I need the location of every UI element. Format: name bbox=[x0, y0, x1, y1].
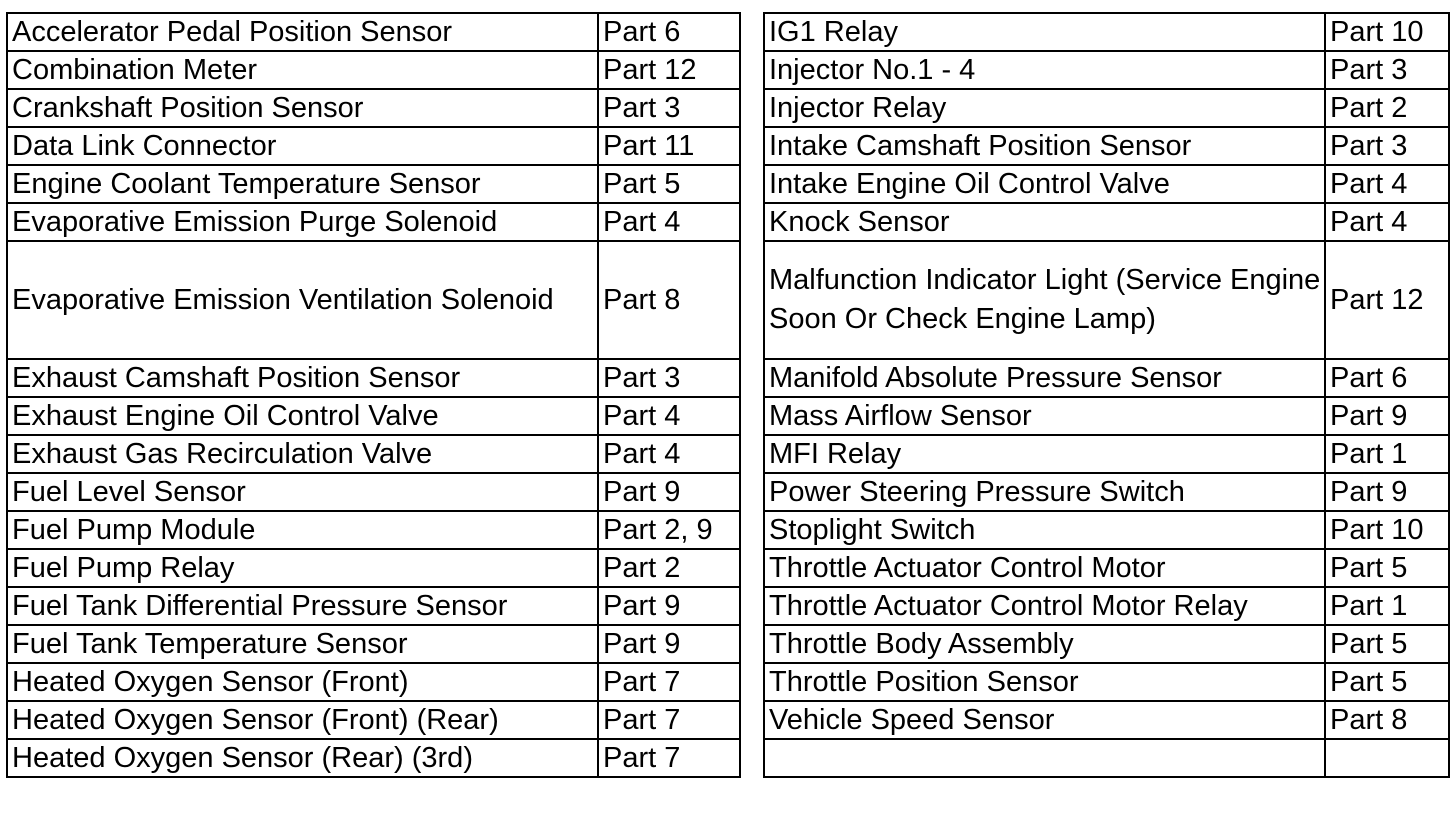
component-name-cell: Throttle Body Assembly bbox=[764, 625, 1325, 663]
component-index-table bbox=[6, 12, 1450, 778]
component-name-cell: Throttle Actuator Control Motor Relay bbox=[764, 587, 1325, 625]
column-gap bbox=[740, 13, 764, 51]
table-row bbox=[7, 165, 1449, 203]
component-name-cell: Heated Oxygen Sensor (Front) bbox=[7, 663, 598, 701]
component-name-cell: Injector No.1 - 4 bbox=[764, 51, 1325, 89]
part-reference-cell: Part 6 bbox=[1325, 359, 1449, 397]
part-reference-cell: Part 4 bbox=[598, 397, 740, 435]
component-name-cell: Evaporative Emission Purge Solenoid bbox=[7, 203, 598, 241]
column-gap bbox=[740, 473, 764, 511]
column-gap bbox=[740, 359, 764, 397]
component-name-cell: Fuel Pump Relay bbox=[7, 549, 598, 587]
column-gap bbox=[740, 241, 764, 359]
part-reference-cell: Part 7 bbox=[598, 701, 740, 739]
component-name-cell: Injector Relay bbox=[764, 89, 1325, 127]
column-gap bbox=[740, 203, 764, 241]
column-gap bbox=[740, 625, 764, 663]
column-gap bbox=[740, 739, 764, 777]
part-reference-cell: Part 8 bbox=[1325, 701, 1449, 739]
table-row bbox=[7, 549, 1449, 587]
table-row bbox=[7, 397, 1449, 435]
component-name-cell: Knock Sensor bbox=[764, 203, 1325, 241]
component-name-cell: Exhaust Engine Oil Control Valve bbox=[7, 397, 598, 435]
part-reference-cell: Part 9 bbox=[598, 473, 740, 511]
part-reference-cell: Part 6 bbox=[598, 13, 740, 51]
part-reference-cell: Part 3 bbox=[1325, 51, 1449, 89]
component-name-cell bbox=[764, 739, 1325, 777]
component-name-cell: Throttle Position Sensor bbox=[764, 663, 1325, 701]
component-name-cell: Exhaust Camshaft Position Sensor bbox=[7, 359, 598, 397]
component-name-cell: Fuel Tank Temperature Sensor bbox=[7, 625, 598, 663]
table-row bbox=[7, 473, 1449, 511]
component-name-cell: IG1 Relay bbox=[764, 13, 1325, 51]
part-reference-cell: Part 5 bbox=[1325, 625, 1449, 663]
table-row bbox=[7, 13, 1449, 51]
component-name-cell: Intake Engine Oil Control Valve bbox=[764, 165, 1325, 203]
table-row bbox=[7, 739, 1449, 777]
component-name-cell: Combination Meter bbox=[7, 51, 598, 89]
component-name-cell: Heated Oxygen Sensor (Front) (Rear) bbox=[7, 701, 598, 739]
part-reference-cell: Part 5 bbox=[598, 165, 740, 203]
part-reference-cell: Part 8 bbox=[598, 241, 740, 359]
part-reference-cell: Part 10 bbox=[1325, 511, 1449, 549]
table-row bbox=[7, 511, 1449, 549]
column-gap bbox=[740, 511, 764, 549]
part-reference-cell: Part 4 bbox=[1325, 203, 1449, 241]
part-reference-cell: Part 1 bbox=[1325, 435, 1449, 473]
table-row bbox=[7, 127, 1449, 165]
component-name-cell: Accelerator Pedal Position Sensor bbox=[7, 13, 598, 51]
table-row bbox=[7, 701, 1449, 739]
component-name-cell: Fuel Level Sensor bbox=[7, 473, 598, 511]
part-reference-cell: Part 7 bbox=[598, 739, 740, 777]
table-row bbox=[7, 89, 1449, 127]
part-reference-cell: Part 3 bbox=[1325, 127, 1449, 165]
component-name-cell: Malfunction Indicator Light (Service Engine Soon Or Check Engine Lamp) bbox=[764, 241, 1325, 359]
part-reference-cell: Part 9 bbox=[598, 625, 740, 663]
component-name-cell: Stoplight Switch bbox=[764, 511, 1325, 549]
component-name-cell: MFI Relay bbox=[764, 435, 1325, 473]
part-reference-cell: Part 12 bbox=[598, 51, 740, 89]
table-row bbox=[7, 625, 1449, 663]
part-reference-cell: Part 2 bbox=[598, 549, 740, 587]
part-reference-cell: Part 9 bbox=[598, 587, 740, 625]
table-row bbox=[7, 241, 1449, 359]
part-reference-cell: Part 9 bbox=[1325, 397, 1449, 435]
component-name-cell: Intake Camshaft Position Sensor bbox=[764, 127, 1325, 165]
part-reference-cell: Part 7 bbox=[598, 663, 740, 701]
part-reference-cell: Part 5 bbox=[1325, 549, 1449, 587]
part-reference-cell: Part 10 bbox=[1325, 13, 1449, 51]
table-row bbox=[7, 359, 1449, 397]
column-gap bbox=[740, 89, 764, 127]
component-name-cell: Throttle Actuator Control Motor bbox=[764, 549, 1325, 587]
column-gap bbox=[740, 549, 764, 587]
component-name-cell: Engine Coolant Temperature Sensor bbox=[7, 165, 598, 203]
column-gap bbox=[740, 165, 764, 203]
component-name-cell: Evaporative Emission Ventilation Solenoid bbox=[7, 241, 598, 359]
table-row bbox=[7, 435, 1449, 473]
column-gap bbox=[740, 701, 764, 739]
column-gap bbox=[740, 51, 764, 89]
part-reference-cell: Part 2 bbox=[1325, 89, 1449, 127]
component-name-cell: Crankshaft Position Sensor bbox=[7, 89, 598, 127]
part-reference-cell: Part 4 bbox=[598, 203, 740, 241]
column-gap bbox=[740, 397, 764, 435]
part-reference-cell: Part 1 bbox=[1325, 587, 1449, 625]
part-reference-cell: Part 5 bbox=[1325, 663, 1449, 701]
component-name-cell: Exhaust Gas Recirculation Valve bbox=[7, 435, 598, 473]
component-name-cell: Vehicle Speed Sensor bbox=[764, 701, 1325, 739]
table-row bbox=[7, 587, 1449, 625]
part-reference-cell: Part 3 bbox=[598, 89, 740, 127]
component-name-cell: Heated Oxygen Sensor (Rear) (3rd) bbox=[7, 739, 598, 777]
column-gap bbox=[740, 127, 764, 165]
component-name-cell: Data Link Connector bbox=[7, 127, 598, 165]
column-gap bbox=[740, 587, 764, 625]
component-name-cell: Fuel Pump Module bbox=[7, 511, 598, 549]
part-reference-cell: Part 3 bbox=[598, 359, 740, 397]
component-name-cell: Manifold Absolute Pressure Sensor bbox=[764, 359, 1325, 397]
column-gap bbox=[740, 435, 764, 473]
part-reference-cell: Part 4 bbox=[1325, 165, 1449, 203]
component-name-cell: Power Steering Pressure Switch bbox=[764, 473, 1325, 511]
table-row bbox=[7, 203, 1449, 241]
table-row bbox=[7, 663, 1449, 701]
part-reference-cell: Part 11 bbox=[598, 127, 740, 165]
part-reference-cell: Part 4 bbox=[598, 435, 740, 473]
index-table-body bbox=[7, 13, 1449, 777]
component-name-cell: Fuel Tank Differential Pressure Sensor bbox=[7, 587, 598, 625]
part-reference-cell: Part 2, 9 bbox=[598, 511, 740, 549]
part-reference-cell: Part 9 bbox=[1325, 473, 1449, 511]
table-row bbox=[7, 51, 1449, 89]
part-reference-cell: Part 12 bbox=[1325, 241, 1449, 359]
component-name-cell: Mass Airflow Sensor bbox=[764, 397, 1325, 435]
part-reference-cell bbox=[1325, 739, 1449, 777]
column-gap bbox=[740, 663, 764, 701]
